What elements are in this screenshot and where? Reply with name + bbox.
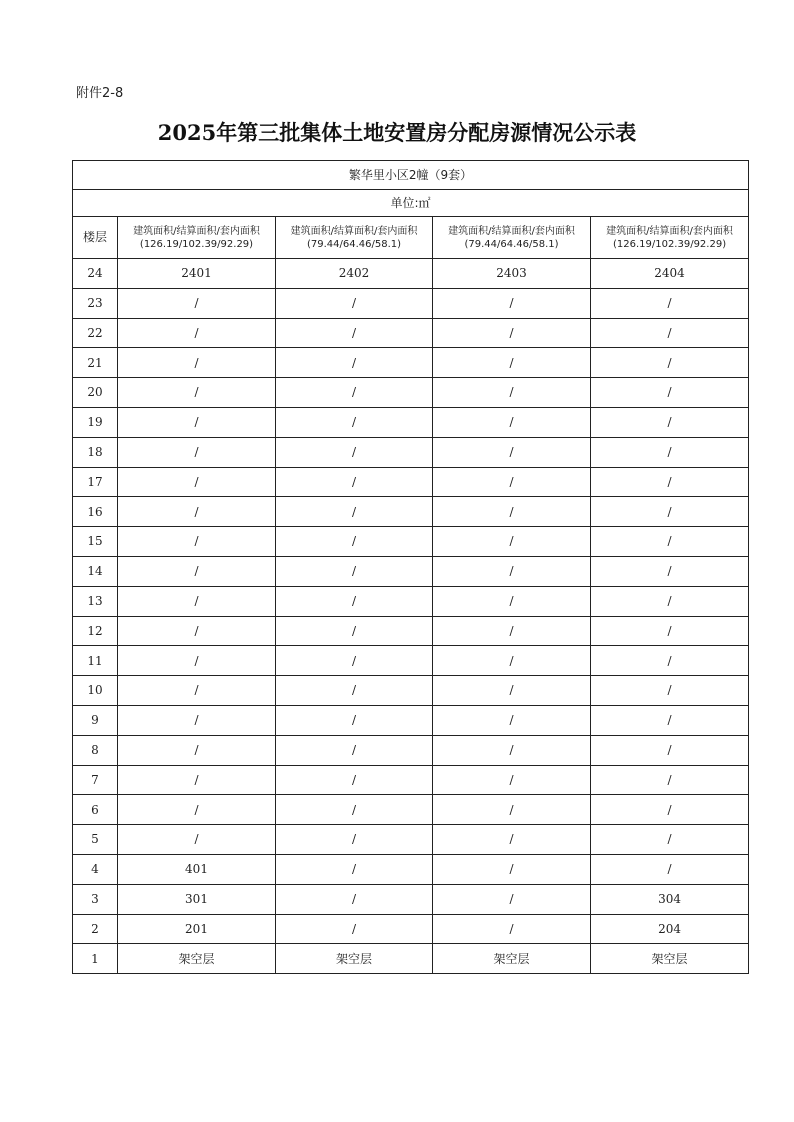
table-row — [73, 765, 749, 795]
unit-cell: / — [118, 407, 276, 437]
unit-cell: / — [433, 825, 591, 855]
unit-cell: / — [591, 556, 749, 586]
column-header: 建筑面积/结算面积/套内面积(79.44/64.46/58.1) — [276, 217, 433, 259]
floor-cell: 2 — [73, 914, 118, 944]
table-row — [73, 378, 749, 408]
unit-cell: / — [118, 318, 276, 348]
table-row — [73, 437, 749, 467]
unit-cell: / — [118, 586, 276, 616]
unit-cell: / — [276, 407, 433, 437]
floor-cell: 3 — [73, 884, 118, 914]
floor-cell: 17 — [73, 467, 118, 497]
table-row — [73, 914, 749, 944]
unit-cell: / — [433, 616, 591, 646]
unit-label: 单位:㎡ — [73, 190, 749, 217]
unit-cell: / — [276, 825, 433, 855]
unit-cell: / — [118, 497, 276, 527]
floor-cell: 4 — [73, 854, 118, 884]
table-row — [73, 646, 749, 676]
unit-cell: / — [433, 407, 591, 437]
unit-cell: / — [118, 705, 276, 735]
floor-cell: 22 — [73, 318, 118, 348]
unit-cell: / — [591, 318, 749, 348]
unit-cell: / — [118, 437, 276, 467]
floor-cell: 15 — [73, 527, 118, 557]
table-body — [73, 161, 749, 974]
housing-allocation-table — [72, 160, 749, 974]
unit-cell: 301 — [118, 884, 276, 914]
unit-cell: / — [433, 735, 591, 765]
table-row — [73, 825, 749, 855]
table-row — [73, 705, 749, 735]
unit-cell: / — [591, 825, 749, 855]
unit-cell: / — [433, 437, 591, 467]
unit-cell: 2404 — [591, 259, 749, 289]
building-row — [73, 161, 749, 190]
floor-cell: 18 — [73, 437, 118, 467]
unit-cell: / — [591, 348, 749, 378]
floor-cell: 1 — [73, 944, 118, 974]
floor-cell: 6 — [73, 795, 118, 825]
unit-cell: / — [591, 795, 749, 825]
unit-cell: / — [433, 676, 591, 706]
unit-cell: / — [276, 467, 433, 497]
unit-cell: / — [276, 318, 433, 348]
unit-cell: / — [118, 676, 276, 706]
attachment-label: 附件2-8 — [76, 86, 124, 101]
table-row — [73, 259, 749, 289]
unit-cell: / — [591, 407, 749, 437]
unit-cell: 2403 — [433, 259, 591, 289]
unit-cell: / — [591, 765, 749, 795]
floor-cell: 11 — [73, 646, 118, 676]
unit-cell: / — [591, 467, 749, 497]
unit-cell: / — [433, 527, 591, 557]
unit-cell: / — [118, 765, 276, 795]
unit-cell: / — [276, 765, 433, 795]
unit-cell: / — [433, 318, 591, 348]
table-row — [73, 527, 749, 557]
table-row — [73, 795, 749, 825]
floor-cell: 16 — [73, 497, 118, 527]
table-row — [73, 944, 749, 974]
unit-cell: / — [433, 765, 591, 795]
unit-cell: / — [433, 914, 591, 944]
table-row — [73, 616, 749, 646]
unit-cell: / — [276, 437, 433, 467]
unit-cell: / — [433, 586, 591, 616]
unit-cell: / — [591, 676, 749, 706]
unit-cell: / — [276, 527, 433, 557]
column-header: 建筑面积/结算面积/套内面积(126.19/102.39/92.29) — [591, 217, 749, 259]
table-row — [73, 348, 749, 378]
table-row — [73, 884, 749, 914]
unit-cell: / — [118, 795, 276, 825]
table-row — [73, 288, 749, 318]
unit-cell: / — [591, 437, 749, 467]
floor-cell: 24 — [73, 259, 118, 289]
unit-cell: 304 — [591, 884, 749, 914]
unit-cell: 架空层 — [591, 944, 749, 974]
table-row — [73, 676, 749, 706]
floor-cell: 12 — [73, 616, 118, 646]
unit-cell: / — [276, 348, 433, 378]
document-title: 2025年第三批集体土地安置房分配房源情况公示表 — [157, 120, 637, 145]
column-header: 建筑面积/结算面积/套内面积(126.19/102.39/92.29) — [118, 217, 276, 259]
unit-cell: / — [276, 884, 433, 914]
unit-cell: / — [276, 378, 433, 408]
unit-cell: 架空层 — [433, 944, 591, 974]
unit-cell: / — [433, 467, 591, 497]
unit-cell: / — [591, 586, 749, 616]
unit-cell: / — [591, 646, 749, 676]
table-row — [73, 407, 749, 437]
unit-cell: / — [118, 825, 276, 855]
unit-cell: / — [591, 378, 749, 408]
unit-cell: / — [276, 705, 433, 735]
unit-cell: / — [433, 705, 591, 735]
table-row — [73, 467, 749, 497]
table-row — [73, 497, 749, 527]
unit-cell: / — [118, 378, 276, 408]
floor-header: 楼层 — [73, 217, 118, 259]
table-row — [73, 586, 749, 616]
column-header: 建筑面积/结算面积/套内面积(79.44/64.46/58.1) — [433, 217, 591, 259]
unit-cell: / — [433, 497, 591, 527]
unit-cell: / — [276, 616, 433, 646]
floor-cell: 13 — [73, 586, 118, 616]
unit-cell: / — [276, 914, 433, 944]
unit-cell: / — [276, 586, 433, 616]
unit-cell: / — [118, 527, 276, 557]
header-row — [73, 217, 749, 259]
unit-cell: 架空层 — [118, 944, 276, 974]
table-row — [73, 854, 749, 884]
floor-cell: 5 — [73, 825, 118, 855]
unit-cell: / — [276, 795, 433, 825]
unit-cell: / — [276, 854, 433, 884]
floor-cell: 19 — [73, 407, 118, 437]
unit-cell: / — [118, 616, 276, 646]
table-row — [73, 735, 749, 765]
unit-cell: / — [118, 646, 276, 676]
floor-cell: 21 — [73, 348, 118, 378]
unit-cell: / — [276, 497, 433, 527]
floor-cell: 20 — [73, 378, 118, 408]
floor-cell: 9 — [73, 705, 118, 735]
floor-cell: 7 — [73, 765, 118, 795]
unit-cell: / — [118, 735, 276, 765]
unit-cell: / — [118, 348, 276, 378]
unit-cell: / — [591, 705, 749, 735]
unit-cell: / — [433, 854, 591, 884]
unit-cell: 401 — [118, 854, 276, 884]
unit-cell: / — [118, 467, 276, 497]
table-row — [73, 556, 749, 586]
floor-cell: 23 — [73, 288, 118, 318]
unit-cell: 204 — [591, 914, 749, 944]
unit-cell: / — [118, 556, 276, 586]
unit-cell: / — [276, 556, 433, 586]
unit-cell: / — [591, 497, 749, 527]
unit-cell: / — [433, 288, 591, 318]
floor-cell: 14 — [73, 556, 118, 586]
unit-row — [73, 190, 749, 217]
unit-cell: / — [433, 556, 591, 586]
unit-cell: / — [591, 527, 749, 557]
unit-cell: / — [276, 735, 433, 765]
unit-cell: 2401 — [118, 259, 276, 289]
unit-cell: / — [433, 884, 591, 914]
floor-cell: 10 — [73, 676, 118, 706]
building-name: 繁华里小区2幢（9套） — [73, 161, 749, 190]
unit-cell: / — [276, 646, 433, 676]
unit-cell: 架空层 — [276, 944, 433, 974]
table-row — [73, 318, 749, 348]
unit-cell: 201 — [118, 914, 276, 944]
unit-cell: / — [276, 288, 433, 318]
unit-cell: 2402 — [276, 259, 433, 289]
unit-cell: / — [591, 735, 749, 765]
unit-cell: / — [118, 288, 276, 318]
unit-cell: / — [276, 676, 433, 706]
unit-cell: / — [433, 795, 591, 825]
unit-cell: / — [433, 646, 591, 676]
unit-cell: / — [433, 348, 591, 378]
unit-cell: / — [433, 378, 591, 408]
floor-cell: 8 — [73, 735, 118, 765]
unit-cell: / — [591, 288, 749, 318]
unit-cell: / — [591, 854, 749, 884]
unit-cell: / — [591, 616, 749, 646]
